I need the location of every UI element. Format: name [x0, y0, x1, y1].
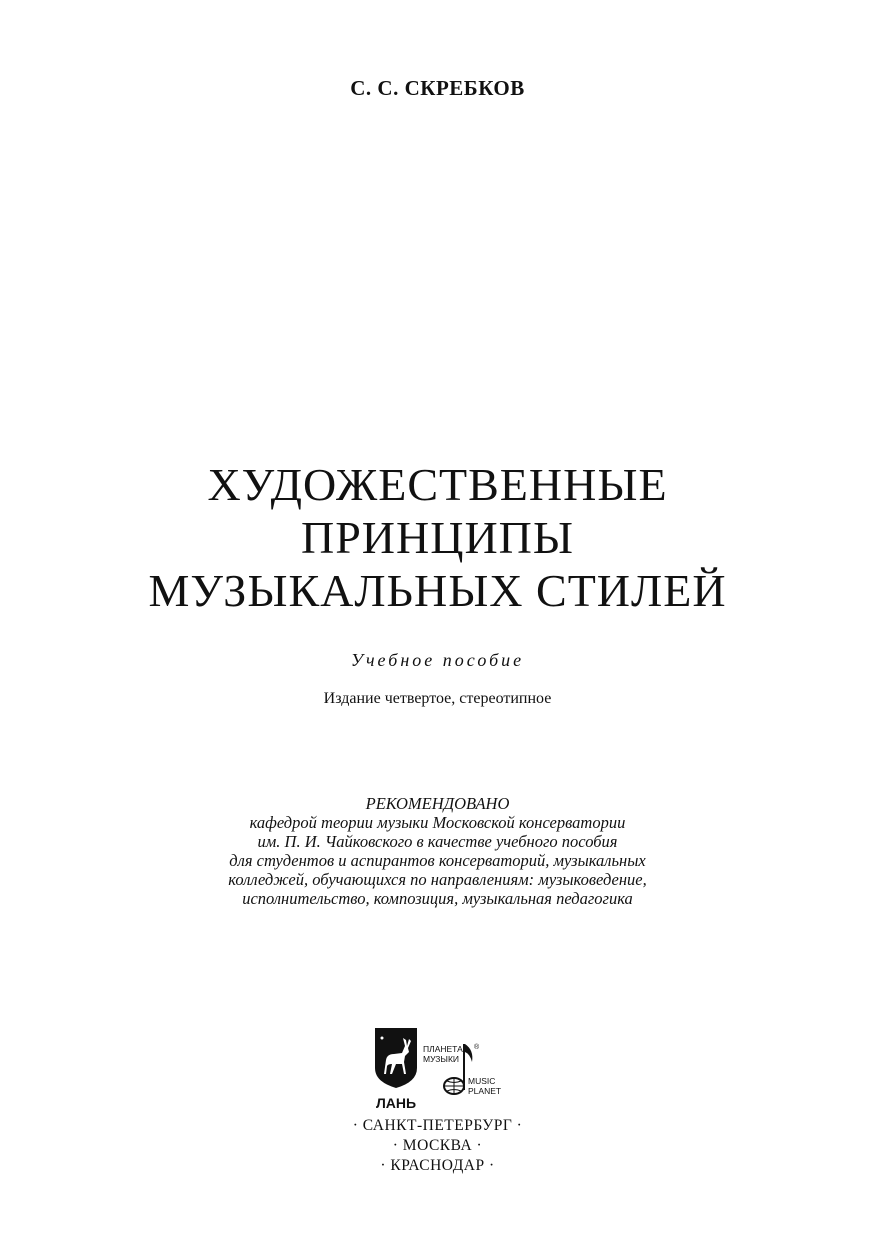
- recommendation-line: для студентов и аспирантов консерваторий, музыкальных: [229, 851, 646, 870]
- recommendation-line: колледжей, обучающихся по направлениям: музыковедение,: [228, 870, 647, 889]
- publisher-cities: [0, 1116, 875, 1176]
- planet-logo-ru-line-2: МУЗЫКИ: [423, 1054, 460, 1064]
- planet-logo-ru-line-1: ПЛАНЕТА: [423, 1044, 463, 1054]
- recommendation-block: [0, 794, 875, 908]
- recommendation-heading: РЕКОМЕНДОВАНО: [365, 794, 510, 813]
- city-line: · САНКТ-ПЕТЕРБУРГ ·: [352, 1117, 523, 1134]
- planet-logo-en-line-2: PLANET: [468, 1086, 502, 1096]
- planet-of-music-logo: [418, 1040, 504, 1102]
- subtitle: Учебное пособие: [350, 650, 525, 670]
- publisher-logos: [0, 1026, 875, 1116]
- title-line-1: ХУДОЖЕСТВЕННЫЕ: [207, 459, 668, 510]
- recommendation-line: кафедрой теории музыки Московской консерватории: [249, 813, 626, 832]
- title-line-2: ПРИНЦИПЫ: [300, 512, 575, 563]
- city-line: · МОСКВА ·: [392, 1137, 483, 1154]
- planet-logo-en-line-1: MUSIC: [468, 1076, 496, 1086]
- lan-logo: [372, 1026, 420, 1114]
- city-line: · КРАСНОДАР ·: [380, 1157, 495, 1174]
- title-line-3: МУЗЫКАЛЬНЫХ СТИЛЕЙ: [148, 565, 727, 616]
- book-title: [0, 458, 875, 617]
- recommendation-line: им. П. И. Чайковского в качестве учебного пособия: [257, 832, 618, 851]
- globe-icon: [444, 1078, 464, 1094]
- lan-logo-text: ЛАНЬ: [375, 1095, 417, 1111]
- edition-note: Издание четвертое, стереотипное: [323, 690, 552, 707]
- registered-mark: ®: [474, 1044, 480, 1051]
- deer-icon: [375, 1028, 417, 1088]
- recommendation-line: исполнительство, композиция, музыкальная педагогика: [242, 889, 633, 908]
- author-name: С. С. СКРЕБКОВ: [350, 76, 525, 100]
